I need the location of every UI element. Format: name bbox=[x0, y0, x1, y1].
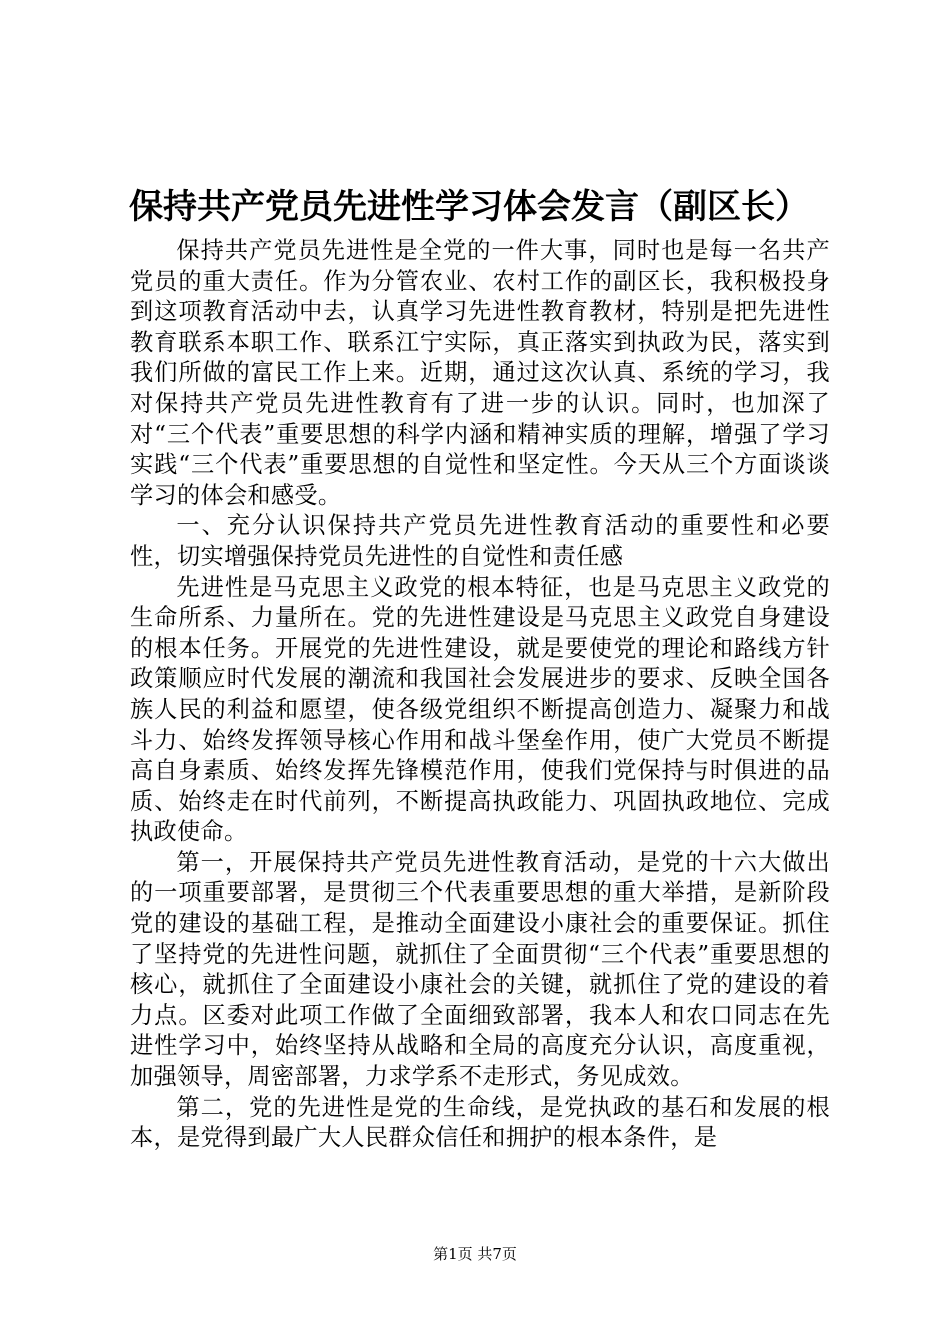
page-number-footer: 第1页 共7页 bbox=[433, 1245, 517, 1263]
paragraph-section-heading-1: 一、充分认识保持共产党员先进性教育活动的重要性和必要性，切实增强保持党员先进性的自觉性和责任感 bbox=[130, 512, 830, 570]
document-body bbox=[130, 236, 830, 1154]
paragraph-advancement: 先进性是马克思主义政党的根本特征，也是马克思主义政党的生命所系、力量所在。党的先进性建设是马克思主义政党自身建设的根本任务。开展党的先进性建设，就是要使党的理论和路线方针政策顺应时代发展的潮流和我国社会发展进步的要求、反映全国各族人民的利益和愿望，使各级党组织不断提高创造力、凝聚力和战斗力、始终发挥领导核心作用和战斗堡垒作用，使广大党员不断提高自身素质、始终发挥先锋模范作用，使我们党保持与时俱进的品质、始终走在时代前列，不断提高执政能力、巩固执政地位、完成执政使命。 bbox=[130, 573, 830, 846]
paragraph-intro: 保持共产党员先进性是全党的一件大事，同时也是每一名共产党员的重大责任。作为分管农业、农村工作的副区长，我积极投身到这项教育活动中去，认真学习先进性教育教材，特别是把先进性教育联系本职工作、联系江宁实际，真正落实到执政为民，落实到我们所做的富民工作上来。近期，通过这次认真、系统的学习，我对保持共产党员先进性教育有了进一步的认识。同时，也加深了对“三个代表”重要思想的科学内涵和精神实质的理解，增强了学习实践“三个代表”重要思想的自觉性和坚定性。今天从三个方面谈谈学习的体会和感受。 bbox=[130, 237, 830, 509]
paragraph-second-point: 第二，党的先进性是党的生命线，是党执政的基石和发展的根本，是党得到最广大人民群众信任和拥护的根本条件，是 bbox=[130, 1093, 830, 1152]
paragraph-first-point: 第一，开展保持共产党员先进性教育活动，是党的十六大做出的一项重要部署，是贯彻三个代表重要思想的重大举措，是新阶段党的建设的基础工程，是推动全面建设小康社会的重要保证。抓住了坚持党的先进性问题，就抓住了全面贯彻“三个代表”重要思想的核心，就抓住了全面建设小康社会的关键，就抓住了党的建设的着力点。区委对此项工作做了全面细致部署，我本人和农口同志在先进性学习中，始终坚持从战略和全局的高度充分认识，高度重视，加强领导，周密部署，力求学系不走形式，务见成效。 bbox=[130, 848, 830, 1091]
document-title: 保持共产党员先进性学习体会发言（副区长） bbox=[129, 187, 809, 227]
